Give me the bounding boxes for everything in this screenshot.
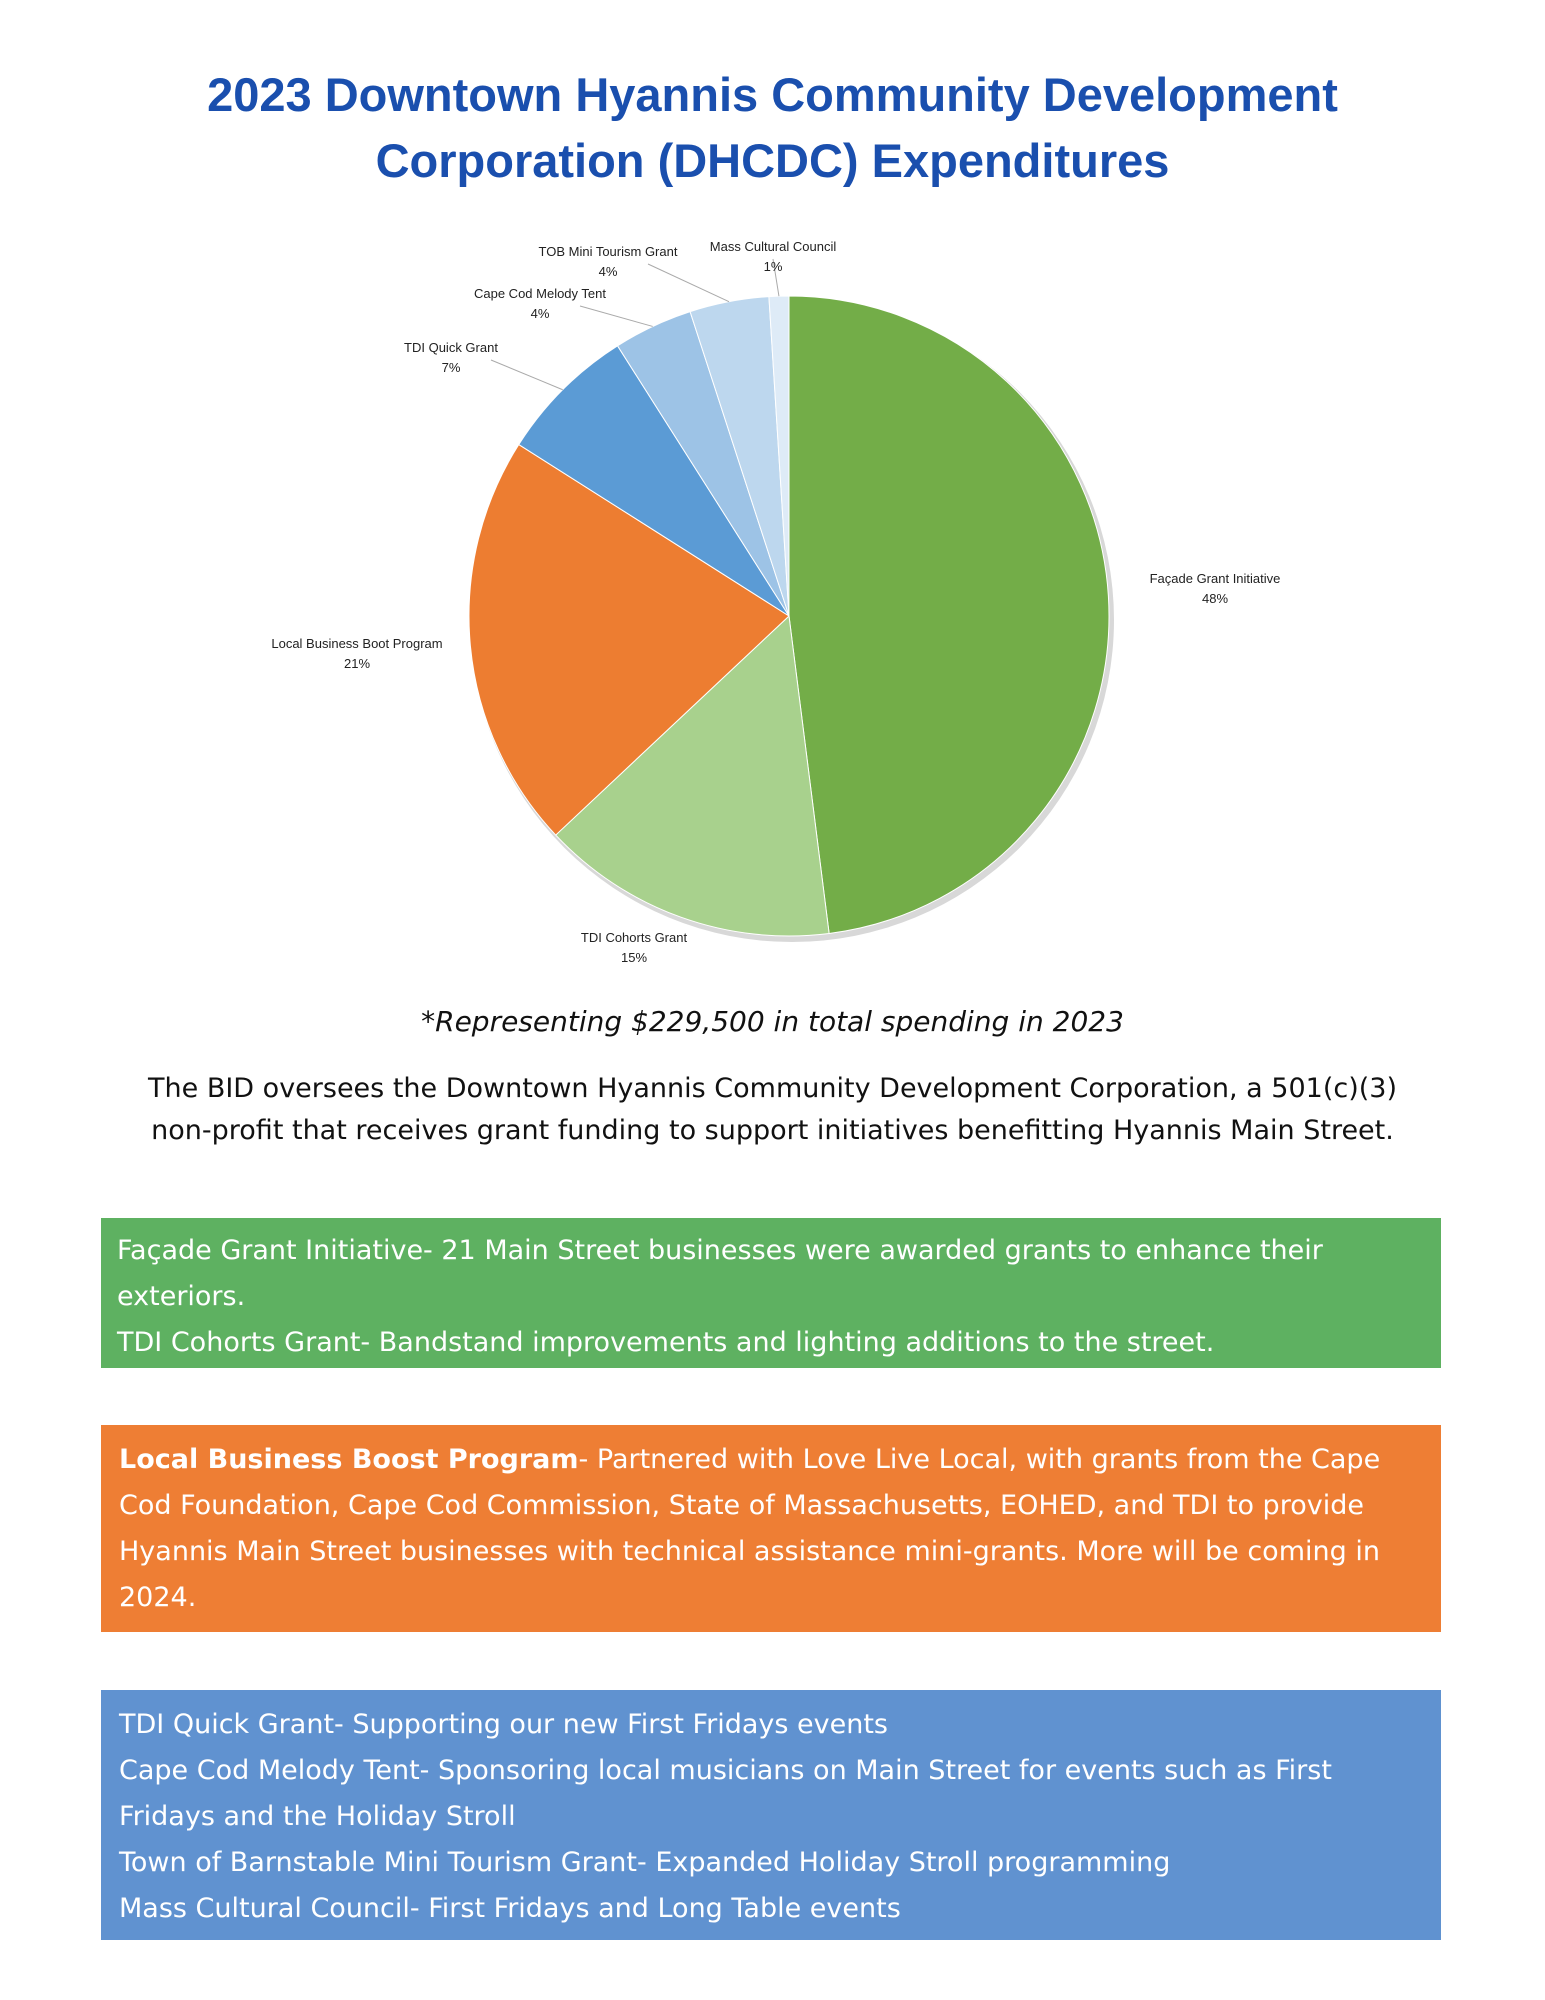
pie-value-label-1: 15% [620,950,648,965]
pie-label-6: Mass Cultural Council [709,239,837,254]
pie-leader-line-5 [648,264,729,302]
pie-value-label-0: 48% [1201,591,1229,606]
grants-list-box [101,1690,1441,1940]
intro-paragraph: The BID oversees the Downtown Hyannis Community Development Corporation, a 501(c)(3) non-profit that receives grant funding to support initiatives benefitting Hyannis Main Street. [148,1073,1397,1146]
pie-leader-line-3 [491,360,563,390]
page-title-line1: 2023 Downtown Hyannis Community Development [207,68,1338,121]
tob-tourism-description: Town of Barnstable Mini Tourism Grant- Expanded Holiday Stroll programming [119,1847,1171,1878]
pie-value-label-2: 21% [343,656,371,671]
mass-cultural-description: Mass Cultural Council- First Fridays and Long Table events [119,1893,901,1924]
pie-chart [0,230,1545,990]
local-business-boost-box [101,1425,1441,1632]
pie-label-4: Cape Cod Melody Tent [473,286,607,301]
tdi-quick-grant-description: TDI Quick Grant- Supporting our new First Fridays events [119,1709,888,1740]
page-title [0,62,1545,194]
pie-value-label-4: 4% [530,306,550,321]
pie-label-5: TOB Mini Tourism Grant [538,244,678,259]
pie-label-3: TDI Quick Grant [404,340,498,355]
pie-label-1: TDI Cohorts Grant [580,930,688,945]
local-business-boost-description [119,1437,1423,1621]
local-business-boost-text: - Partnered with Love Live Local, with grants from the Cape Cod Foundation, Cape Cod Commission, State of Massachusetts, EOHED, and TDI to provide Hyannis Main Street businesses with technical assistance mini-grants. More will be coming in 2024. [119,1444,1381,1613]
spending-note: *Representing $229,500 in total spending in 2023 [421,1005,1124,1038]
pie-value-label-6: 1% [763,259,783,274]
facade-grant-description: Façade Grant Initiative- 21 Main Street businesses were awarded grants to enhance their exteriors. [117,1235,1323,1312]
pie-label-2: Local Business Boot Program [271,636,443,651]
facade-cohorts-box [101,1218,1441,1368]
pie-label-0: Façade Grant Initiative [1149,571,1281,586]
pie-leader-line-4 [580,306,653,326]
pie-slice-0 [789,296,1109,933]
tdi-cohorts-description: TDI Cohorts Grant- Bandstand improvements and lighting additions to the street. [117,1327,1215,1358]
page-title-line2: Corporation (DHCDC) Expenditures [375,134,1170,187]
melody-tent-description: Cape Cod Melody Tent- Sponsoring local musicians on Main Street for events such as First Fridays and the Holiday Stroll [119,1755,1332,1832]
pie-value-label-3: 7% [441,360,461,375]
pie-value-label-5: 4% [598,264,618,279]
local-business-boost-lead: Local Business Boost Program [119,1444,579,1475]
